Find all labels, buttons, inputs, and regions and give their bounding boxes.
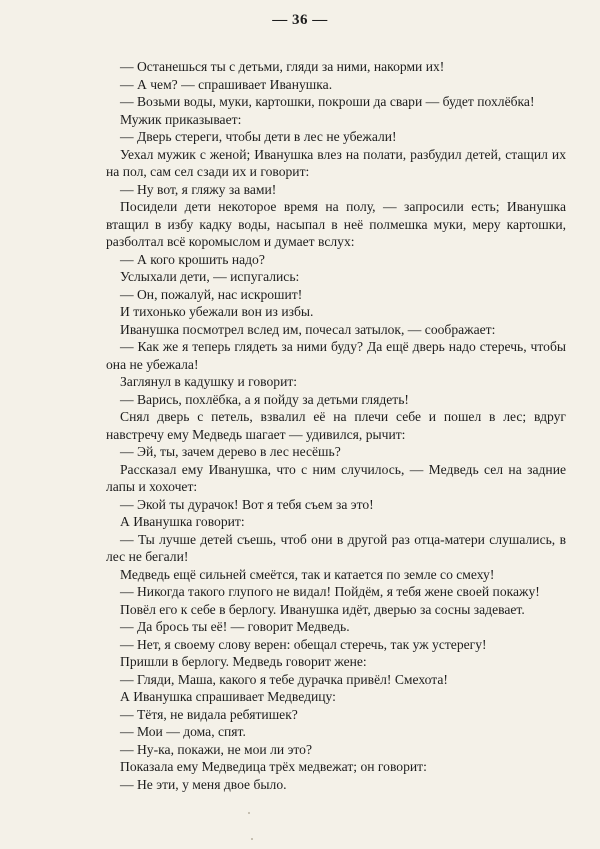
paragraph: — Экой ты дурачок! Вот я тебя съем за это! xyxy=(120,496,374,512)
paragraph: — Ну-ка, покажи, не мои ли это? xyxy=(120,741,312,757)
paragraph: Заглянул в кадушку и говорит: xyxy=(120,374,298,389)
paragraph: — Не эти, у меня двое было. xyxy=(120,776,287,792)
paragraph: — Никогда такого глупого не видал! Пойдём, я тебя жене своей покажу! xyxy=(120,584,540,599)
paragraph: Пришли в берлогу. Медведь говорит жене: xyxy=(120,654,367,669)
paragraph: — Варись, похлёбка, а я пойду за детьми глядеть! xyxy=(120,391,409,407)
paragraph: — Ты лучше детей съешь, чтоб они в другой раз отца-матери слушались, в лес не бегали! xyxy=(106,531,566,564)
paragraph: А Иванушка говорит: xyxy=(120,514,245,529)
paragraph: Иванушка посмотрел вслед им, почесал затылок, — соображает: xyxy=(120,321,496,337)
paragraph: Рассказал ему Иванушка, что с ним случилось, — Медведь сел на задние лапы и хохочет: xyxy=(106,461,566,494)
paragraph: Посидели дети некоторое время на полу, — запросили есть; Иванушка втащил в избу кадку воды, насыпал в неё полмешка муки, меру картошки, разболтал всё коромыслом и думает вслух: xyxy=(106,199,566,249)
page-number: — 36 — xyxy=(272,12,328,28)
paragraph: И тихонько убежали вон из избы. xyxy=(120,304,314,319)
story-text xyxy=(106,58,566,793)
paragraph: — А чем? — спрашивает Иванушка. xyxy=(120,76,333,92)
paragraph: Услыхали дети, — испугались: xyxy=(120,269,300,284)
paragraph: — Нет, я своему слову верен: обещал стеречь, так уж устерегу! xyxy=(120,636,487,652)
paragraph: — Эй, ты, зачем дерево в лес несёшь? xyxy=(120,444,341,459)
paragraph: Медведь ещё сильней смеётся, так и катается по земле со смеху! xyxy=(120,566,495,582)
paragraph: — Гляди, Маша, какого я тебе дурачка привёл! Смехота! xyxy=(120,671,448,687)
paragraph: Снял дверь с петель, взвалил её на плечи себе и пошел в лес; вдруг навстречу ему Медведь шагает — удивился, рычит: xyxy=(106,409,566,442)
paragraph: Мужик приказывает: xyxy=(120,111,242,127)
paper-speck xyxy=(251,838,253,840)
paragraph: — Как же я теперь глядеть за ними буду? Да ещё дверь надо стеречь, чтобы она не убежала! xyxy=(106,339,566,372)
paragraph: А Иванушка спрашивает Медведицу: xyxy=(120,689,336,704)
paragraph: Уехал мужик с женой; Иванушка влез на полати, разбудил детей, стащил их на пол, сам сел сзади их и говорит: xyxy=(106,146,566,179)
paragraph: — А кого крошить надо? xyxy=(120,251,265,267)
paragraph: — Возьми воды, муки, картошки, покроши да свари — будет похлёбка! xyxy=(120,94,535,109)
paragraph: — Дверь стереги, чтобы дети в лес не убежали! xyxy=(120,129,397,144)
paragraph: — Да брось ты её! — говорит Медведь. xyxy=(120,619,350,634)
paragraph: — Ну вот, я гляжу за вами! xyxy=(120,181,277,197)
paper-speck xyxy=(248,812,250,814)
paragraph: — Останешься ты с детьми, гляди за ними, накорми их! xyxy=(120,59,445,74)
paragraph: — Мои — дома, спят. xyxy=(120,724,246,739)
paragraph: Показала ему Медведица трёх медвежат; он говорит: xyxy=(120,759,427,774)
paragraph: Повёл его к себе в берлогу. Иванушка идёт, дверью за сосны задевает. xyxy=(120,601,525,617)
paragraph: — Тётя, не видала ребятишек? xyxy=(120,706,298,722)
paragraph: — Он, пожалуй, нас искрошит! xyxy=(120,286,303,302)
